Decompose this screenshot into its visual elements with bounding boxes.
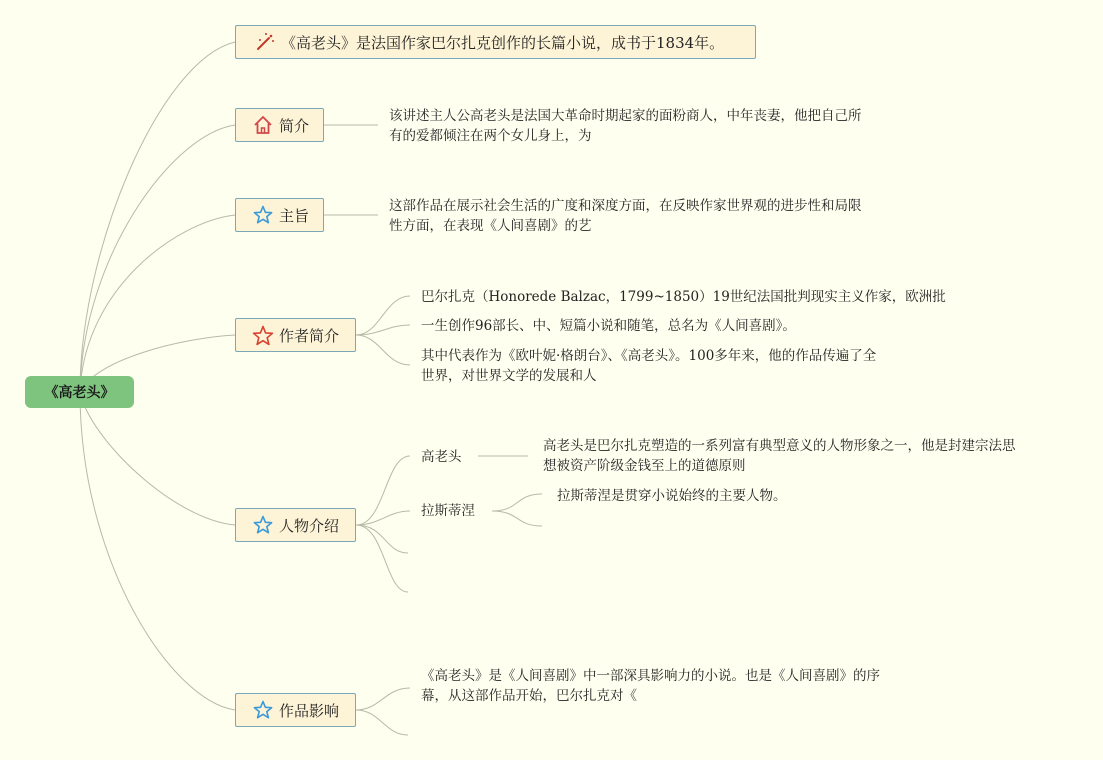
author-item-line: 世界，对世界文学的发展和人 <box>421 368 597 384</box>
author-item-line: 巴尔扎克（Honorede Balzac，1799~1850）19世纪法国批判现实主义作家，欧洲批 <box>421 289 946 305</box>
link-char-3 <box>356 525 408 553</box>
node-characters-label: 人物介绍 <box>279 516 340 535</box>
character-name-rastignac[interactable]: 拉斯蒂涅 <box>421 503 475 519</box>
node-summary-label: 简介 <box>279 116 310 135</box>
author-item-line: 其中代表作为《欧叶妮·格朗台》、《高老头》。100多年来，他的作品传遍了全 <box>421 348 877 364</box>
author-item <box>421 287 946 307</box>
link-rast-2 <box>492 511 542 526</box>
link-rast-1 <box>492 494 542 511</box>
node-influence[interactable] <box>235 693 356 727</box>
node-characters[interactable] <box>235 508 356 542</box>
character-desc-goriot <box>543 436 1016 476</box>
link-char-4 <box>356 525 408 592</box>
theme-text <box>389 196 862 236</box>
root-node[interactable]: 《高老头》 <box>25 376 134 408</box>
node-influence-label: 作品影响 <box>279 701 340 720</box>
character-desc-line: 拉斯蒂涅是贯穿小说始终的主要人物。 <box>557 488 787 504</box>
link-root-characters <box>80 392 235 525</box>
node-author-label: 作者简介 <box>279 326 340 345</box>
character-name-goriot[interactable]: 高老头 <box>421 449 462 465</box>
node-intro-label: 《高老头》是法国作家巴尔扎克创作的长篇小说，成书于1834年。 <box>281 33 725 52</box>
influence-text <box>421 666 880 706</box>
character-desc-line: 高老头是巴尔扎克塑造的一系列富有典型意义的人物形象之一，他是封建宗法思 <box>543 438 1016 454</box>
star-icon <box>252 699 274 721</box>
node-summary[interactable] <box>235 108 324 142</box>
link-influence-2 <box>356 710 408 735</box>
link-author-3 <box>356 335 410 365</box>
character-desc-line: 想被资产阶级金钱至上的道德原则 <box>543 458 746 474</box>
link-root-influence <box>80 392 235 710</box>
summary-text <box>389 106 862 146</box>
author-item-line: 一生创作96部长、中、短篇小说和随笔，总名为《人间喜剧》。 <box>421 318 796 334</box>
node-theme[interactable] <box>235 198 324 232</box>
link-root-summary <box>80 125 235 392</box>
link-root-intro <box>80 42 235 392</box>
influence-text-line: 幕，从这部作品开始，巴尔扎克对《 <box>421 688 637 704</box>
star-outline-red-icon <box>252 324 274 346</box>
house-icon <box>252 114 274 136</box>
theme-text-line: 这部作品在展示社会生活的广度和深度方面，在反映作家世界观的进步性和局限 <box>389 198 862 214</box>
magic-wand-icon <box>254 31 276 53</box>
node-theme-label: 主旨 <box>279 206 310 225</box>
star-icon <box>252 514 274 536</box>
node-intro[interactable] <box>235 25 756 59</box>
star-icon <box>252 204 274 226</box>
link-author-1 <box>356 296 410 335</box>
link-influence-1 <box>356 688 410 710</box>
summary-text-line: 有的爱都倾注在两个女儿身上，为 <box>389 128 592 144</box>
node-author[interactable] <box>235 318 356 352</box>
summary-text-line: 该讲述主人公高老头是法国大革命时期起家的面粉商人，中年丧妻，他把自己所 <box>389 108 862 124</box>
author-item <box>421 346 876 386</box>
influence-text-line: 《高老头》是《人间喜剧》中一部深具影响力的小说。也是《人间喜剧》的序 <box>421 668 880 684</box>
link-char-1 <box>356 456 410 525</box>
character-desc-rastignac <box>557 486 787 506</box>
author-item <box>421 316 796 336</box>
theme-text-line: 性方面，在表现《人间喜剧》的艺 <box>389 218 592 234</box>
